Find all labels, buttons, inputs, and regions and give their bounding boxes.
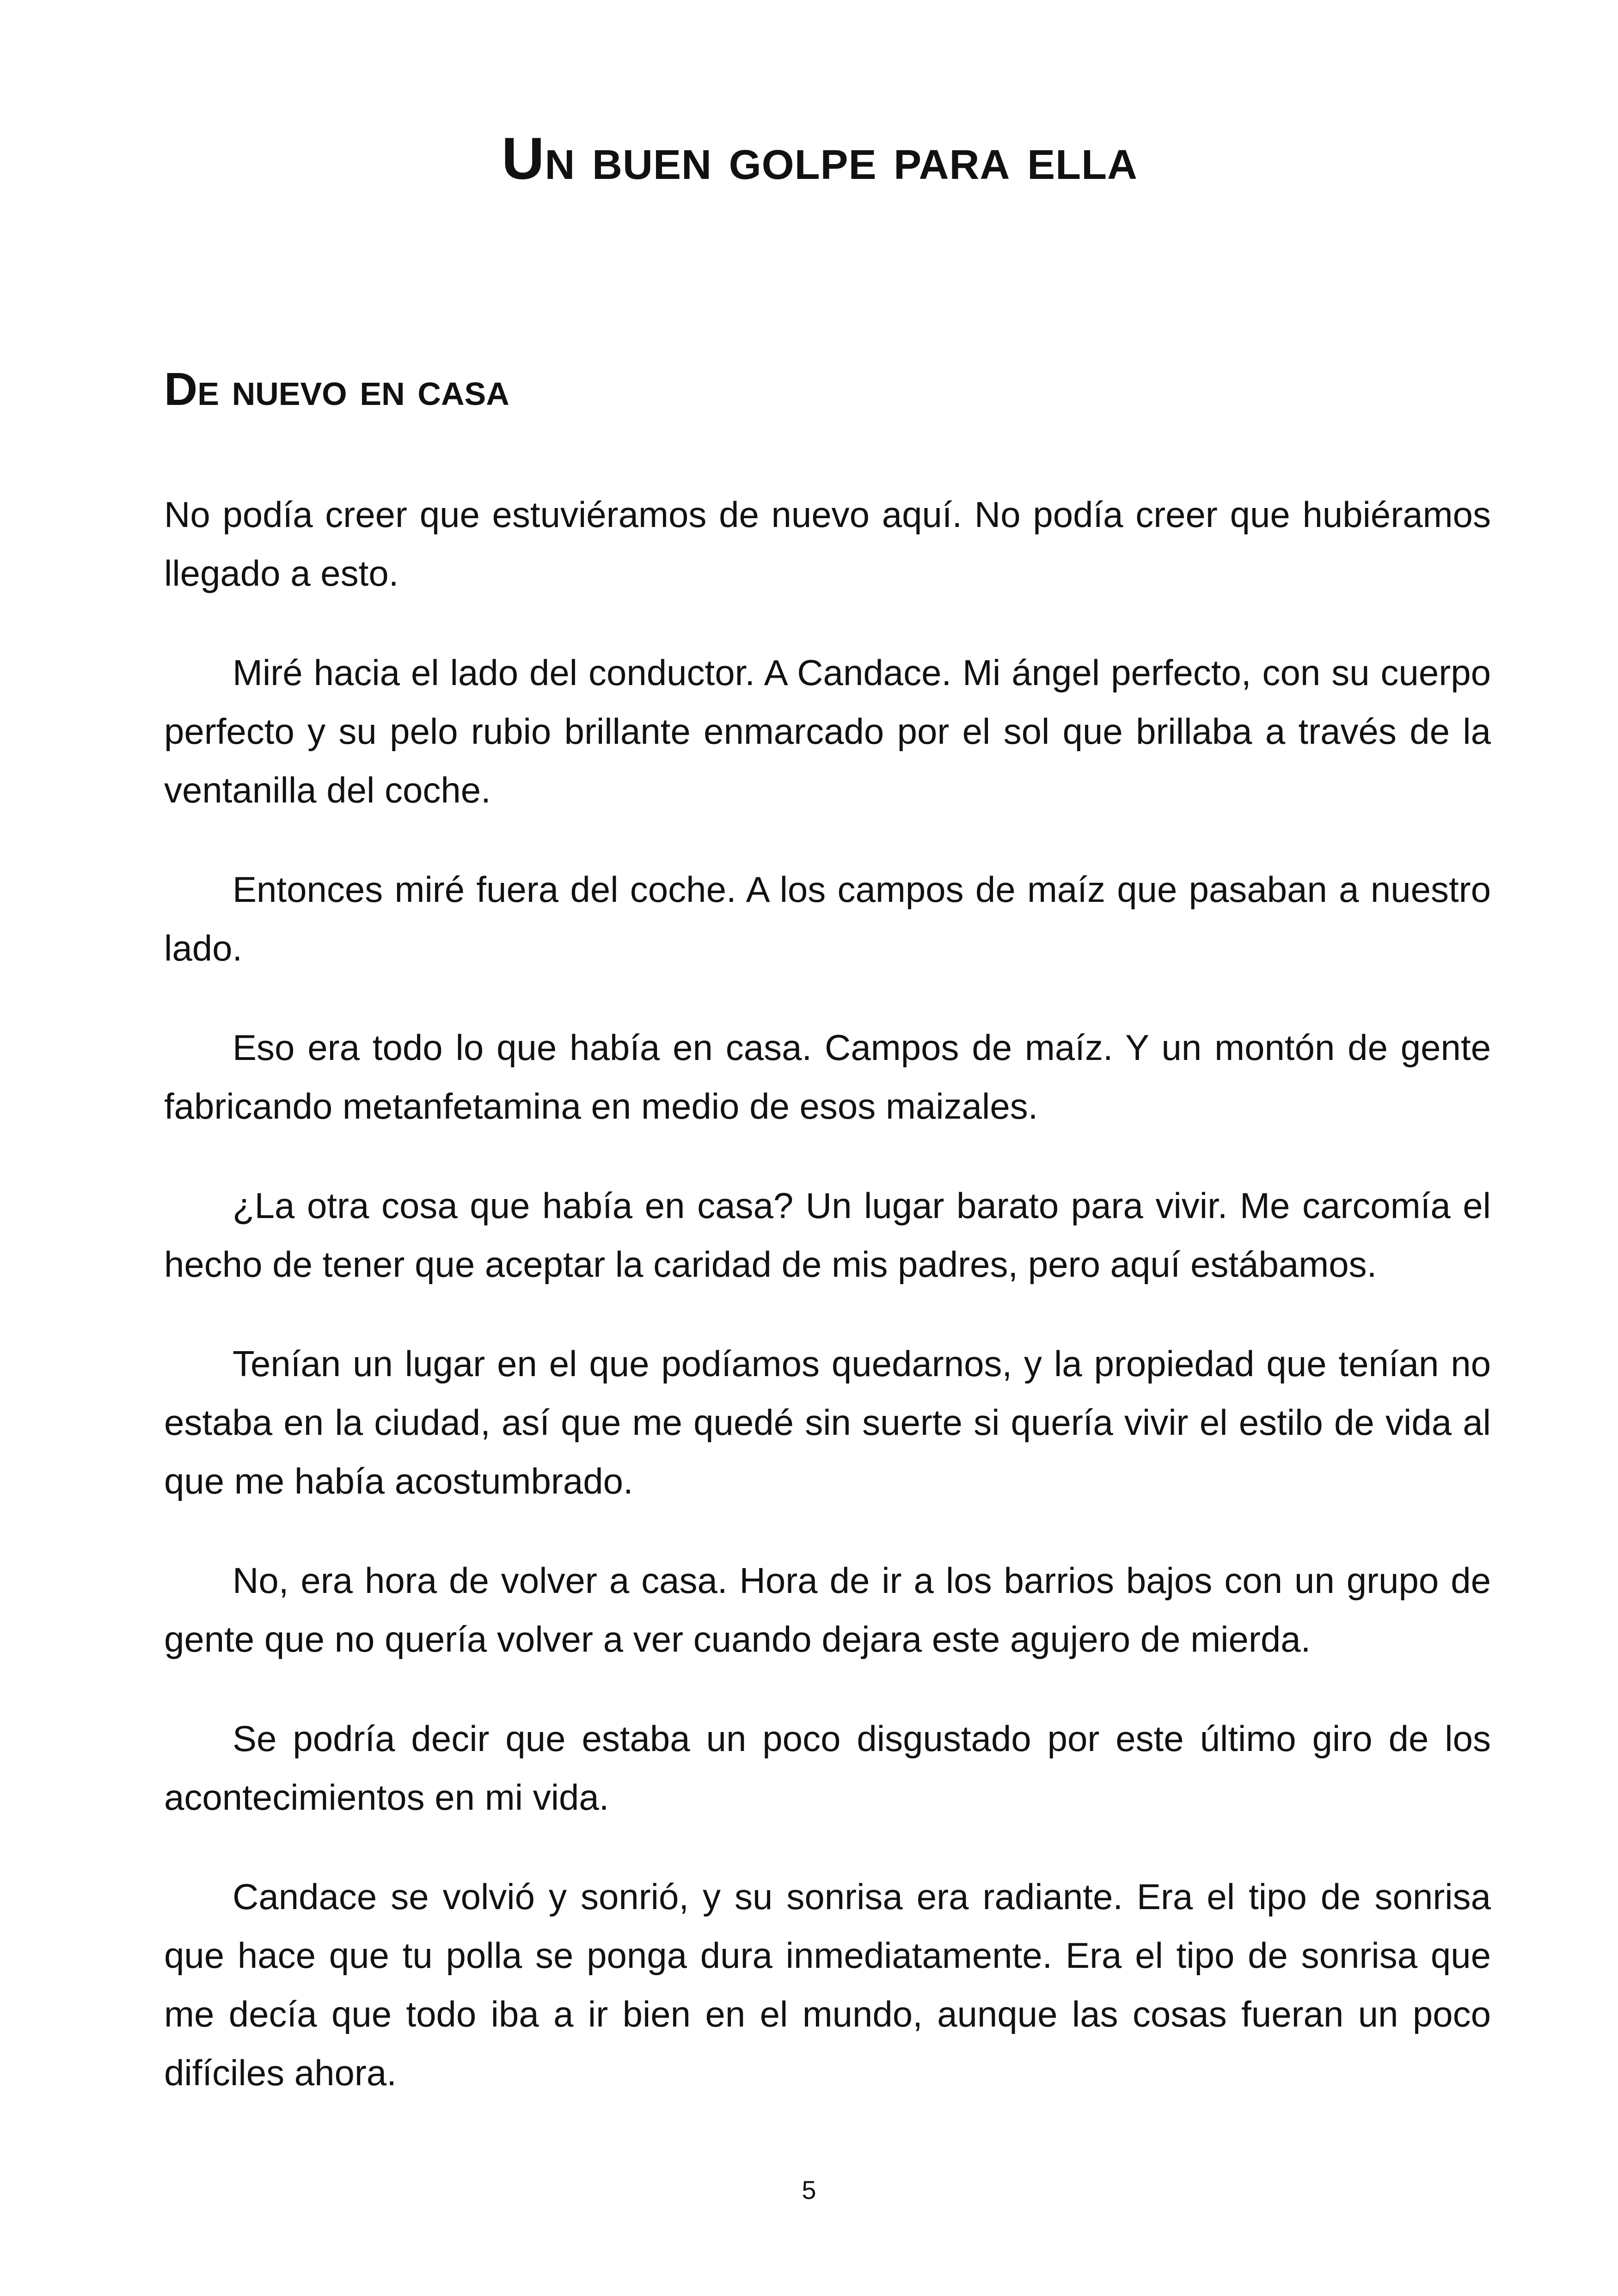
paragraph: Tenían un lugar en el que podíamos quedarnos, y la propiedad que tenían no estaba en la ciudad, así que me quedé sin suerte si quería vivir el estilo de vida al que me había acostumbrado.	[164, 1343, 1491, 1501]
body-text	[164, 485, 1491, 2143]
paragraph: Entonces miré fuera del coche. A los campos de maíz que pasaban a nuestro lado.	[164, 869, 1491, 968]
chapter-title: De nuevo en casa	[164, 363, 509, 415]
book-title: Un buen golpe para ella	[502, 126, 1138, 192]
paragraph: No, era hora de volver a casa. Hora de ir a los barrios bajos con un grupo de gente que no quería volver a ver cuando dejara este agujero de mierda.	[164, 1560, 1491, 1659]
page-number: 5	[802, 2175, 816, 2204]
paragraph: No podía creer que estuviéramos de nuevo aquí. No podía creer que hubiéramos llegado a esto.	[164, 494, 1491, 594]
paragraph: Candace se volvió y sonrió, y su sonrisa era radiante. Era el tipo de sonrisa que hace que tu polla se ponga dura inmediatamente. Era el tipo de sonrisa que me decía que todo iba a ir bien en el mundo, aunque las cosas fueran un poco difíciles ahora.	[164, 1876, 1491, 2093]
paragraph: ¿La otra cosa que había en casa? Un lugar barato para vivir. Me carcomía el hecho de tener que aceptar la caridad de mis padres, pero aquí estábamos.	[164, 1185, 1491, 1285]
paragraph: Eso era todo lo que había en casa. Campos de maíz. Y un montón de gente fabricando metanfetamina en medio de esos maizales.	[164, 1027, 1491, 1127]
paragraph: Miré hacia el lado del conductor. A Candace. Mi ángel perfecto, con su cuerpo perfecto y su pelo rubio brillante enmarcado por el sol que brillaba a través de la ventanilla del coche.	[164, 652, 1491, 810]
paragraph: Se podría decir que estaba un poco disgustado por este último giro de los acontecimientos en mi vida.	[164, 1718, 1491, 1818]
